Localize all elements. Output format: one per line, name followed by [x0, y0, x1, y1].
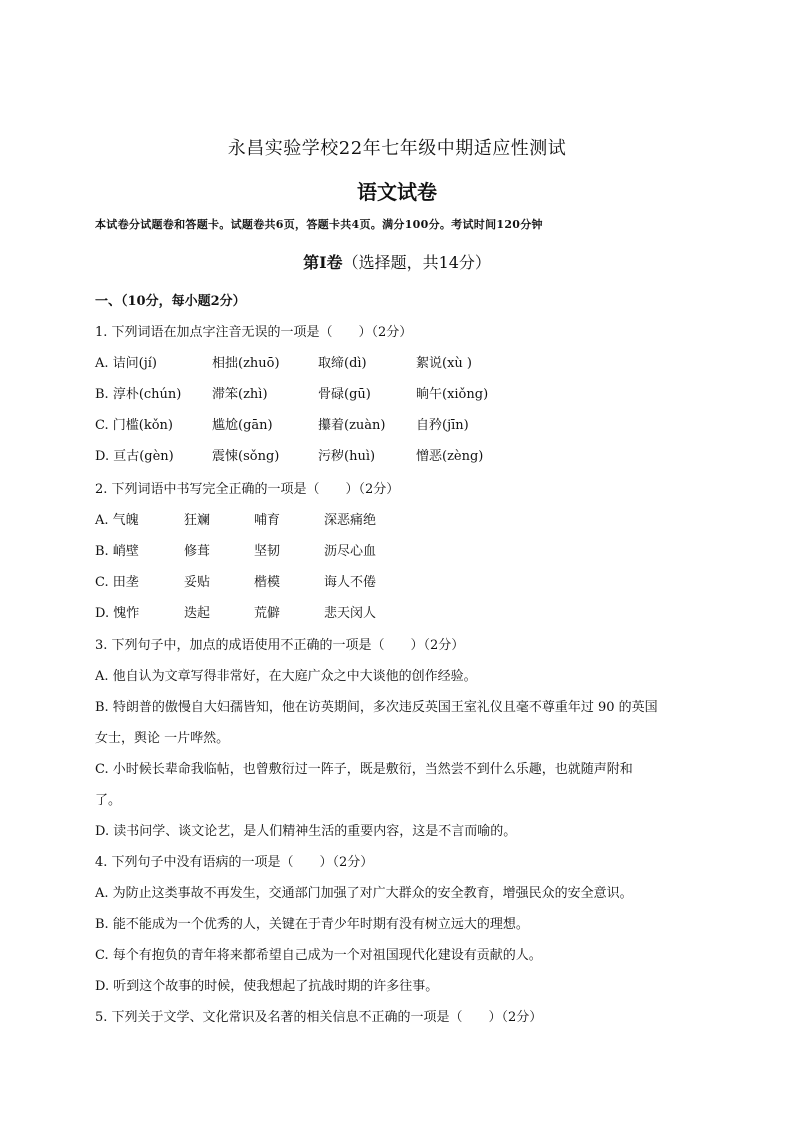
exam-instructions: 本试卷分试题卷和答题卡。试题卷共6页，答题卡共4页。满分100分。考试时间120分钟	[95, 218, 543, 231]
q2-option-c-word: 诲人不倦	[324, 575, 377, 590]
q1-option-a-word: 絮说(xù )	[416, 356, 472, 371]
q2-option-d-word: 悲天闵人	[324, 606, 377, 621]
q1-option-b-word: 骨碌(gū)	[318, 387, 371, 402]
q4-stem: 4. 下列句子中没有语病的一项是（ ）（2分）	[95, 855, 374, 870]
q4-option-c: C. 每个有抱负的青年将来都希望自己成为一个对祖国现代化建设有贡献的人。	[95, 948, 542, 963]
q2-option-d-word: 迭起	[184, 606, 211, 621]
q1-option-c-word: 尴尬(gān)	[212, 418, 273, 433]
q3-option-c-cont: 了。	[95, 793, 122, 808]
q3-option-d: D. 读书问学、谈文论艺，是人们精神生活的重要内容，这是不言而喻的。	[95, 824, 517, 839]
q1-stem: 1. 下列词语在加点字注音无误的一项是（ ）（2分）	[95, 325, 413, 340]
q3-stem: 3. 下列句子中，加点的成语使用不正确的一项是（ ）（2分）	[95, 638, 465, 653]
q2-option-b-word: 坚韧	[254, 544, 281, 559]
q1-option-a-word: 取缔(dì)	[318, 356, 367, 371]
q2-stem: 2. 下列词语中书写完全正确的一项是（ ）（2分）	[95, 482, 400, 497]
q2-option-b-word: 修葺	[184, 544, 211, 559]
q1-option-a-word: 相拙(zhuō)	[212, 356, 280, 371]
q2-option-c-word: 楷模	[254, 575, 281, 590]
q2-option-c: C. 田垄	[95, 575, 139, 590]
q4-option-b: B. 能不能成为一个优秀的人，关键在于青少年时期有没有树立远大的理想。	[95, 917, 529, 932]
volume-heading	[0, 250, 794, 273]
q1-option-b: B. 淳朴(chún)	[95, 387, 182, 402]
q2-option-d: D. 愧怍	[95, 606, 140, 621]
q1-option-d-word: 憎恶(zèng)	[416, 449, 484, 464]
q5-stem: 5. 下列关于文学、文化常识及名著的相关信息不正确的一项是（ ）（2分）	[95, 1010, 543, 1025]
q2-option-b-word: 沥尽心血	[324, 544, 377, 559]
q3-option-a: A. 他自认为文章写得非常好，在大庭广众之中大谈他的创作经验。	[95, 669, 477, 684]
subject-title: 语文试卷	[357, 180, 437, 204]
q2-option-a: A. 气魄	[95, 513, 139, 528]
q1-option-b-word: 滞笨(zhì)	[212, 387, 268, 402]
q4-option-d: D. 听到这个故事的时候，使我想起了抗战时期的许多往事。	[95, 979, 439, 994]
q2-option-a-word: 深恶痛绝	[324, 513, 377, 528]
q1-option-b-word: 晌午(xiǒng)	[416, 387, 489, 402]
q1-option-d: D. 亘古(gèn)	[95, 449, 174, 464]
volume-sub: （选择题，共14分）	[342, 253, 491, 272]
q2-option-a-word: 狂斓	[184, 513, 211, 528]
volume-main: 第Ⅰ卷	[303, 253, 343, 272]
q3-option-b-cont: 女士，舆论 一片哗然。	[95, 731, 230, 746]
section-1-title: 一、（10分，每小题2分）	[95, 294, 246, 309]
q1-option-c-word: 自矜(jīn)	[416, 418, 469, 433]
school-title: 永昌实验学校22年七年级中期适应性测试	[227, 138, 567, 159]
q1-option-c-word: 攥着(zuàn)	[318, 418, 386, 433]
q3-option-b: B. 特朗普的傲慢自大妇孺皆知，他在访英期间，多次违反英国王室礼仪且毫不尊重年过 90 的英国	[95, 700, 658, 715]
q2-option-a-word: 哺育	[254, 513, 281, 528]
q1-option-d-word: 污秽(huì)	[318, 449, 376, 464]
q4-option-a: A. 为防止这类事故不再发生，交通部门加强了对广大群众的安全教育，增强民众的安全意识。	[95, 886, 633, 901]
q3-option-c: C. 小时候长辈命我临帖，也曾敷衍过一阵子，既是敷衍，当然尝不到什么乐趣，也就随声附和	[95, 762, 633, 777]
q2-option-c-word: 妥贴	[184, 575, 211, 590]
q1-option-c: C. 门槛(kǒn)	[95, 418, 173, 433]
q2-option-b: B. 峭壁	[95, 544, 139, 559]
q2-option-d-word: 荒僻	[254, 606, 281, 621]
q1-option-d-word: 震悚(sǒng)	[212, 449, 280, 464]
q1-option-a: A. 诘问(jí)	[95, 356, 157, 371]
